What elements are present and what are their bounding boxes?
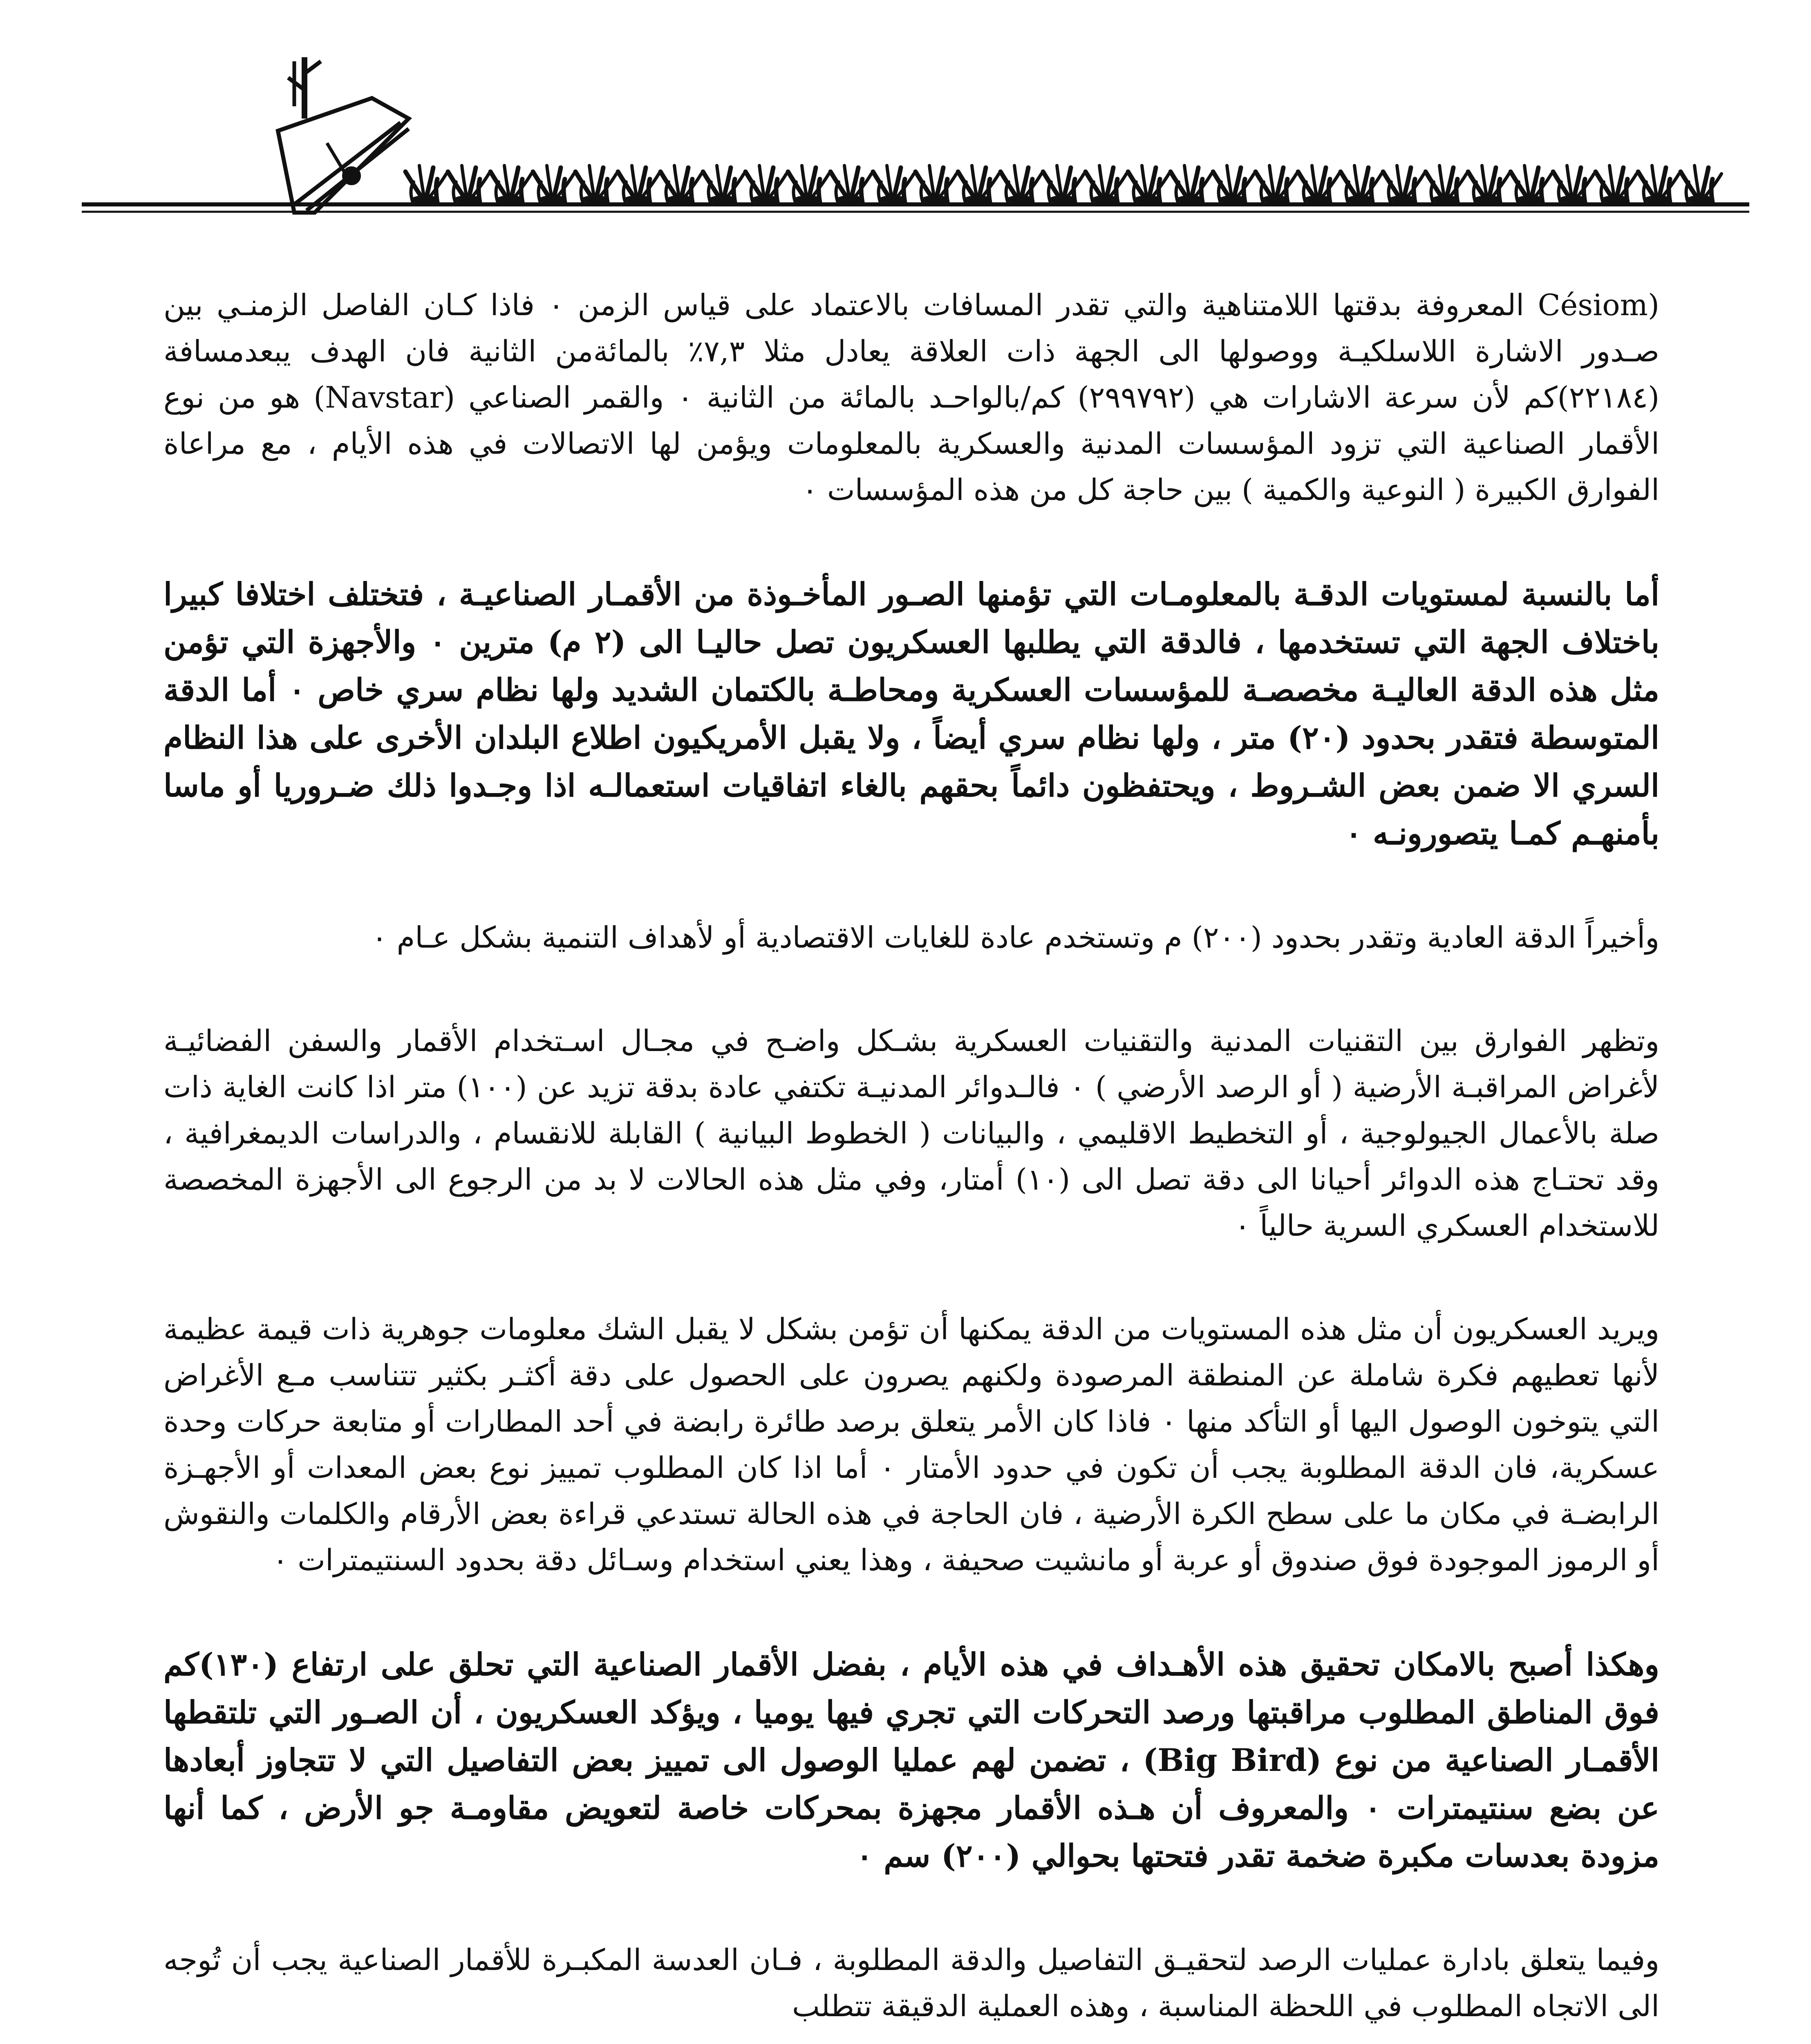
- grass-tuft-icon: [1213, 166, 1254, 204]
- grass-tuft-icon: [1681, 166, 1721, 204]
- grass-tuft-icon: [405, 166, 446, 204]
- document-body: [163, 282, 1659, 2029]
- grass-tuft-icon: [575, 166, 616, 204]
- grass-tuft-icon: [1426, 166, 1466, 204]
- grass-tuft-icon: [490, 166, 531, 204]
- grass-tuft-icon: [745, 166, 786, 204]
- grass-border-icon: [405, 166, 1721, 204]
- grass-tuft-icon: [1086, 166, 1126, 204]
- grass-tuft-icon: [1043, 166, 1084, 204]
- grass-tuft-icon: [703, 166, 744, 204]
- paragraph-big-bird: وهكذا أصبح بالامكان تحقيق هذه الأهـداف في هذه الأيام ، بفضل الأقمار الصناعية التي تحلق على ارتفاع (١٣٠)كم فوق المناطق المطلوب مراقبتها ورصد التحركات التي تجري فيها يوميا ، ويؤكد العسكريون ، أن الصـور التي تلتقطها الأقمـار الصناعية من نوع (Big Bird) ، تضمن لهم عمليا الوصول الى تمييز بعض التفاصيل التي لا تتجاوز أبعادها عن بضع سنتيمترات ٠ والمعروف أن هـذه الأقمار مجهزة بمحركات خاصة لتعويض مقاومـة جو الأرض ، كما أنها مزودة بعدسات مكبرة ضخمة تقدر فتحتها بحوالي (٢٠٠) سم ٠: [163, 1646, 1659, 1874]
- grass-tuft-icon: [1383, 166, 1424, 204]
- grass-tuft-icon: [1553, 166, 1594, 204]
- grass-tuft-icon: [873, 166, 914, 204]
- grass-tuft-icon: [1511, 166, 1551, 204]
- grass-tuft-icon: [1298, 166, 1339, 204]
- grass-tuft-icon: [788, 166, 829, 204]
- paragraph-cesium-clock: (Césiom المعروفة بدقتها اللامتناهية والتي تقدر المسافات بالاعتماد على قياس الزمن ٠ فاذا كـان الفاصل الزمنـي بين صـدور الاشارة اللاسلكيـة ووصولها الى الجهة ذات العلاقة يعادل مثلا ٧,٣٪ بالمائةمن الثانية فان الهدف يبعدمسافة (٢٢١٨٤)كم لأن سرعة الاشارات هي (٢٩٩٧٩٢) كم/بالواحـد بالمائة من الثانية ٠ والقمر الصناعي (Navstar) هو من نوع الأقمار الصناعية التي تزود المؤسسات المدنية والعسكرية بالمعلومات ويؤمن لها الاتصالات في هذه الأيام ، مع مراعاة الفوارق الكبيرة ( النوعية والكمية ) بين حاجة كل من هذه المؤسسات ٠: [163, 288, 1660, 507]
- grass-tuft-icon: [1171, 166, 1211, 204]
- grass-tuft-icon: [1468, 166, 1509, 204]
- grass-tuft-icon: [1596, 166, 1636, 204]
- grass-tuft-icon: [916, 166, 956, 204]
- paragraph-military-requirements: ويريد العسكريون أن مثل هذه المستويات من الدقة يمكنها أن تؤمن بشكل لا يقبل الشك معلومات جوهرية ذات قيمة عظيمة لأنها تعطيهم فكرة شاملة عن المنطقة المرصودة ولكنهم يصرون على الحصول على دقة أكثـر بكثير تتناسب مـع الأغراض التي يتوخون الوصول اليها أو التأكد منها ٠ فاذا كان الأمر يتعلق برصد طائرة رابضة في أحد المطارات أو متابعة حركات وحدة عسكرية، فان الدقة المطلوبة يجب أن تكون في حدود الأمتار ٠ أما اذا كان المطلوب تمييز نوع بعض المعدات أو الأجهـزة الرابضـة في مكان ما على سطح الكرة الأرضية ، فان الحاجة في هذه الحالة تستدعي قراءة بعض الأرقام والكلمات والنقوش أو الرموز الموجودة فوق صندوق أو عربة أو مانشيت صحيفة ، وهذا يعني استخدام وسـائل دقة بحدود السنتيمترات ٠: [163, 1312, 1660, 1577]
- paragraph-normal-precision: وأخيراً الدقة العادية وتقدر بحدود (٢٠٠) م وتستخدم عادة للغايات الاقتصادية أو لأهداف التنمية بشكل عـام ٠: [372, 920, 1659, 955]
- grass-tuft-icon: [1638, 166, 1679, 204]
- grass-tuft-icon: [831, 166, 871, 204]
- grass-tuft-icon: [448, 166, 489, 204]
- paragraph-lens-control: وفيما يتعلق بادارة عمليات الرصد لتحقيـق التفاصيل والدقة المطلوبة ، فـان العدسة المكبـرة للأقمار الصناعية يجب أن تُوجه الى الاتجاه المطلوب في اللحظة المناسبة ، وهذه العملية الدقيقة تتطلب: [163, 1943, 1659, 2023]
- paragraph-civil-military-differences: وتظهر الفوارق بين التقنيات المدنية والتقنيات العسكرية بشـكل واضـح في مجـال اسـتخدام الأقمار والسفن الفضائيـة لأغراض المراقبـة الأرضية ( أو الرصد الأرضي ) ٠ فالـدوائر المدنيـة تكتفي عادة بدقة تزيد عن (١٠٠) متر اذا كانت الغاية ذات صلة بالأعمال الجيولوجية ، أو التخطيط الاقليمي ، والبيانات ( الخطوط البيانية ) القابلة للانقسام ، والدراسات الديمغرافية ، وقد تحتـاج هذه الدوائر أحيانا الى دقة تصل الى (١٠) أمتار، وفي مثل هذه الحالات لا بد من الرجوع الى الأجهزة المخصصة للاستخدام العسكري السرية حالياً ٠: [163, 1024, 1659, 1243]
- grass-tuft-icon: [533, 166, 574, 204]
- grass-tuft-icon: [1001, 166, 1041, 204]
- quill-paper-icon: [278, 57, 409, 213]
- grass-tuft-icon: [660, 166, 701, 204]
- grass-tuft-icon: [618, 166, 659, 204]
- grass-tuft-icon: [958, 166, 999, 204]
- grass-tuft-icon: [1256, 166, 1296, 204]
- grass-tuft-icon: [1341, 166, 1381, 204]
- grass-tuft-icon: [1128, 166, 1169, 204]
- paragraph-military-precision: أما بالنسبة لمستويات الدقـة بالمعلومـات التي تؤمنها الصـور المأخـوذة من الأقمـار الصناعيـة ، فتختلف اختلافا كبيرا باختلاف الجهة التي تستخدمها ، فالدقة التي يطلبها العسكريون تصل حاليـا الى (٢ م) مترين ٠ والأجهزة التي تؤمن مثل هذه الدقة العاليـة مخصصـة للمؤسسات العسكرية ومحاطـة بالكتمان الشديد ولها نظام سري خاص ٠ أما الدقة المتوسطة فتقدر بحدود (٢٠) متر ، ولها نظام سري أيضاً ، ولا يقبل الأمريكيون اطلاع البلدان الأخرى على هذا النظام السري الا ضمن بعض الشـروط ، ويحتفظون دائماً بحقهم بالغاء اتفاقيات استعمالـه اذا وجـدوا ذلك ضـروريا أو ماسا بأمنهـم كمـا يتصورونـه ٠: [163, 576, 1660, 852]
- header-ornament-icon: [65, 49, 1757, 221]
